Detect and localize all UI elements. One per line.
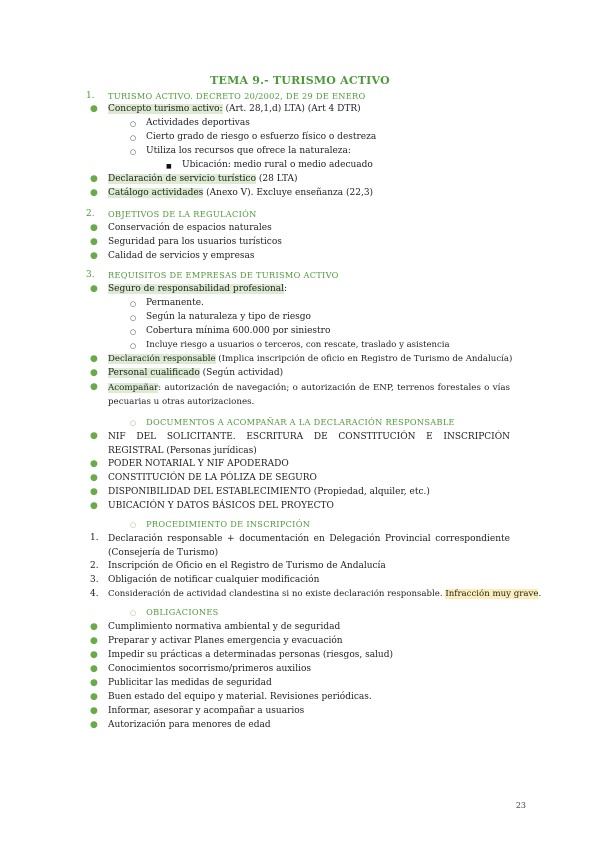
list-item-text: (Según actividad)	[199, 368, 284, 378]
bullet-icon: ●	[90, 692, 98, 702]
list-item-text: Consideración de actividad clandestina si no existe declaración responsable.	[108, 589, 446, 599]
section-number: 1.	[86, 91, 95, 101]
bullet-icon: ●	[90, 678, 98, 688]
circle-bullet-icon: ○	[130, 328, 137, 336]
highlighted-text: Seguro de responsabilidad profesional	[108, 284, 285, 294]
list-item-text: Inscripción de Oficio en el Registro de Turismo de Andalucía	[108, 561, 386, 571]
numbered-item	[90, 560, 386, 572]
section-2-heading	[86, 208, 257, 221]
section-title: OBJETIVOS DE LA REGULACIÓN	[108, 209, 257, 219]
list-item-text: .	[538, 589, 542, 599]
bullet-icon: ●	[90, 664, 98, 674]
page-number: 23	[515, 801, 526, 810]
list-item-text: Permanente.	[146, 298, 204, 308]
list-item-text: : autorización de navegación; o autorización de ENP, terrenos forestales o vías pecuarias u otras autorizaciones.	[108, 383, 510, 407]
highlighted-text: Concepto turismo activo:	[108, 104, 223, 114]
list-item	[90, 649, 393, 661]
numbered-item	[90, 574, 319, 586]
list-item-text: Calidad de servicios y empresas	[108, 251, 255, 261]
list-item-text: :	[284, 284, 288, 294]
bullet-icon: ●	[90, 237, 98, 247]
list-item	[90, 486, 430, 498]
bullet-icon: ●	[90, 104, 98, 114]
highlighted-text: Declaración responsable	[108, 354, 216, 364]
subsection-heading	[130, 518, 310, 531]
list-item	[90, 635, 343, 647]
bullet-icon: ●	[90, 368, 98, 378]
list-item-text: Seguridad para los usuarios turísticos	[108, 237, 282, 247]
list-item	[90, 103, 361, 115]
bullet-icon: ●	[90, 706, 98, 716]
item-number: 1.	[90, 533, 99, 543]
list-item-text: Utiliza los recursos que ofrece la naturaleza:	[146, 146, 351, 156]
circle-bullet-icon: ○	[130, 419, 137, 427]
bullet-icon: ●	[90, 720, 98, 730]
bullet-icon: ●	[90, 487, 98, 497]
section-number: 2.	[86, 209, 95, 219]
list-item-text: Autorización para menores de edad	[108, 720, 271, 730]
circle-bullet-icon: ○	[130, 134, 137, 142]
list-item-text: Según la naturaleza y tipo de riesgo	[146, 312, 311, 322]
list-item-text: Conservación de espacios naturales	[108, 223, 272, 233]
list-item	[90, 663, 311, 675]
list-item	[90, 236, 282, 248]
list-item-text: Cumplimiento normativa ambiental y de seguridad	[108, 622, 341, 632]
circle-bullet-icon: ○	[130, 148, 137, 156]
section-title: TURISMO ACTIVO. DECRETO 20/2002, DE 29 DE ENERO	[108, 91, 366, 101]
circle-bullet-icon: ○	[130, 609, 137, 617]
list-item-text: Impedir su prácticas a determinadas personas (riesgos, salud)	[108, 650, 394, 660]
bullet-icon: ●	[90, 284, 98, 294]
list-item-text: Buen estado del equipo y material. Revisiones periódicas.	[108, 692, 372, 702]
item-number: 4.	[90, 589, 99, 599]
list-item-text: Conocimientos socorrismo/primeros auxilios	[108, 664, 311, 674]
bullet-icon: ●	[90, 622, 98, 632]
list-item	[90, 353, 512, 365]
bullet-icon: ●	[90, 650, 98, 660]
list-item-text: (Implica inscripción de oficio en Registro de Turismo de Andalucía)	[215, 354, 513, 364]
list-item-text: PODER NOTARIAL Y NIF APODERADO	[108, 459, 289, 469]
list-item-text: Ubicación: medio rural o medio adecuado	[182, 160, 373, 170]
list-item-text: (28 LTA)	[256, 174, 298, 184]
list-item-text: CONSTITUCIÓN DE LA PÓLIZA DE SEGURO	[108, 473, 317, 483]
circle-bullet-icon: ○	[130, 300, 137, 308]
sub-list-item	[130, 131, 376, 143]
list-item	[90, 500, 334, 512]
circle-bullet-icon: ○	[130, 120, 137, 128]
circle-bullet-icon: ○	[130, 521, 137, 529]
sub-list-item	[130, 145, 351, 157]
list-item	[90, 719, 271, 731]
bullet-icon: ●	[90, 382, 98, 392]
sub-sub-list-item	[166, 159, 373, 171]
bullet-icon: ●	[90, 251, 98, 261]
highlighted-text: Acompañar	[108, 383, 159, 393]
highlighted-text: Catálogo actividades	[108, 188, 204, 198]
list-item-text: DISPONIBILIDAD DEL ESTABLECIMIENTO (Propiedad, alquiler, etc.)	[108, 487, 430, 497]
list-item	[90, 705, 304, 717]
highlighted-text: Declaración de servicio turístico	[108, 174, 257, 184]
bullet-icon: ●	[90, 174, 98, 184]
list-item	[90, 621, 340, 633]
sub-list-item	[130, 297, 204, 309]
list-item-text: Cobertura mínima 600.000 por siniestro	[146, 326, 331, 336]
list-item	[90, 367, 283, 379]
bullet-icon: ●	[90, 473, 98, 483]
list-item-text: Actividades deportivas	[146, 118, 250, 128]
list-item-text: Obligación de notificar cualquier modificación	[108, 575, 320, 585]
bullet-icon: ●	[90, 431, 98, 441]
circle-bullet-icon: ○	[130, 314, 137, 322]
list-item	[90, 222, 272, 234]
list-item	[90, 187, 373, 199]
list-item-text: Informar, asesorar y acompañar a usuarios	[108, 706, 305, 716]
list-item	[90, 677, 272, 689]
bullet-icon: ●	[90, 354, 98, 364]
item-number: 2.	[90, 561, 99, 571]
sub-list-item	[130, 339, 450, 351]
subsection-title: DOCUMENTOS A ACOMPAÑAR A LA DECLARACIÓN RESPONSABLE	[146, 417, 455, 427]
circle-bullet-icon: ○	[130, 342, 137, 350]
section-number: 3.	[86, 270, 95, 280]
list-item	[90, 458, 289, 470]
list-item	[90, 250, 255, 262]
item-number: 3.	[90, 575, 99, 585]
subsection-heading	[130, 416, 455, 429]
list-item-text: Publicitar las medidas de seguridad	[108, 678, 272, 688]
bullet-icon: ●	[90, 188, 98, 198]
list-item-text: Cierto grado de riesgo o esfuerzo físico o destreza	[146, 132, 377, 142]
list-item-text: NIF DEL SOLICITANTE. ESCRITURA DE CONSTITUCIÓN E INSCRIPCIÓN REGISTRAL (Personas jurídicas)	[108, 432, 510, 456]
sub-list-item	[130, 325, 330, 337]
list-item-text: (Anexo V). Excluye enseñanza (22,3)	[203, 188, 374, 198]
bullet-icon: ●	[90, 223, 98, 233]
numbered-item	[90, 588, 541, 600]
list-item-text: UBICACIÓN Y DATOS BÁSICOS DEL PROYECTO	[108, 501, 334, 511]
highlighted-text: Infracción muy grave	[445, 589, 539, 599]
subsection-title: OBLIGACIONES	[146, 607, 219, 617]
bullet-icon: ●	[90, 459, 98, 469]
list-item	[90, 691, 372, 703]
page-title: TEMA 9.- TURISMO ACTIVO	[210, 74, 390, 87]
list-item-text: Incluye riesgo a usuarios o terceros, con rescate, traslado y asistencia	[146, 340, 450, 350]
bullet-icon: ●	[90, 501, 98, 511]
section-title: REQUISITOS DE EMPRESAS DE TURISMO ACTIVO	[108, 270, 339, 280]
list-item-text: Preparar y activar Planes emergencia y evacuación	[108, 636, 343, 646]
sub-list-item	[130, 311, 311, 323]
section-3-heading	[86, 269, 339, 282]
highlighted-text: Personal cualificado	[108, 368, 200, 378]
subsection-title: PROCEDIMIENTO DE INSCRIPCIÓN	[146, 519, 311, 529]
list-item	[90, 283, 287, 295]
square-bullet-icon: ■	[166, 163, 172, 170]
list-item-text: Declaración responsable + documentación en Delegación Provincial correspondiente (Consejería de Turismo)	[108, 534, 510, 558]
list-item	[90, 173, 297, 185]
sub-list-item	[130, 117, 250, 129]
subsection-heading	[130, 606, 219, 619]
list-item	[90, 472, 317, 484]
list-item-text: (Art. 28,1,d) LTA) (Art 4 DTR)	[222, 104, 361, 114]
section-1-heading	[86, 90, 366, 103]
bullet-icon: ●	[90, 636, 98, 646]
